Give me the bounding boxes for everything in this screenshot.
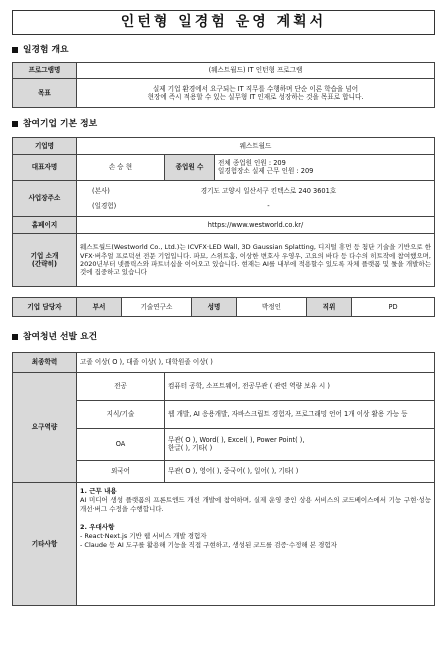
square-bullet-icon xyxy=(12,334,18,340)
intro-label: 기업 소개 (간략히) xyxy=(13,233,77,286)
competency-label: 요구역량 xyxy=(13,372,77,482)
section-company-heading: 참여기업 기본 정보 xyxy=(12,119,435,130)
education-label: 최종학력 xyxy=(13,352,77,372)
address-site: (일경험) - xyxy=(92,201,270,210)
position-value: PD xyxy=(352,297,435,316)
etc-value xyxy=(77,482,435,605)
employees-label: 종업원 수 xyxy=(165,154,215,180)
work-title: 1. 근무 내용 xyxy=(80,486,117,495)
dept-label: 부서 xyxy=(77,297,122,316)
section-requirements-heading: 참여청년 선발 요건 xyxy=(12,332,435,343)
goal-label: 목표 xyxy=(13,78,77,107)
major-value: 컴퓨터 공학, 소프트웨어, 전공무관 ( 관련 역량 보유 시 ) xyxy=(165,372,435,400)
preference-title: 2. 우대사항 xyxy=(80,523,115,532)
manager-name-label: 성명 xyxy=(192,297,237,316)
skill-label: 지식/기술 xyxy=(77,400,165,428)
address-value xyxy=(77,180,435,216)
dept-value: 기술연구소 xyxy=(122,297,192,316)
address-row xyxy=(13,180,435,216)
homepage-label: 홈페이지 xyxy=(13,216,77,233)
square-bullet-icon xyxy=(12,47,18,53)
intro-text: 웨스트월드(Westworld Co., Ltd.)는 ICVFX·LED Wall, 3D Gaussian Splatting, 디지털 휴먼 등 첨단 기술을 기반으로 한 VFX·버추얼 프로덕션 전문 기업입니다. 파묘, 스위트홈, 이상한 변호사 우영우, 고요의 바다 등 다수의 히트작에 참여했으며, 2020년부터 넷플릭스와 파트너십을 이어오고 있습니다. 현재는 AI를 내부에 적용할수 있도록 자체 플랫폼 및 툴을 개발하는것에 집중하고 있습니다 xyxy=(77,233,435,286)
ceo-value: 손 승 현 xyxy=(77,154,165,180)
preference-item: - Claude 등 AI 도구를 활용해 기능을 직접 구현하고, 생성된 코드를 검증·수정해 본 경험자 xyxy=(80,541,337,550)
employees-value: 전체 종업원 인원 : 209 일경험장소 실제 근무 인원 : 209 xyxy=(215,154,435,180)
homepage-link[interactable]: https://www.westworld.co.kr/ xyxy=(77,216,435,233)
oa-label: OA xyxy=(77,428,165,460)
language-label: 외국어 xyxy=(77,460,165,482)
position-label: 직위 xyxy=(307,297,352,316)
work-text: AI 미디어 생성 플랫폼의 프론트엔드 개선 개발에 참여하며, 실제 운영 중인 상용 서비스의 코드베이스에서 기능 구현·성능 개선·버그 수정을 수행합니다. xyxy=(80,496,431,514)
section-overview-heading: 일경험 개요 xyxy=(12,45,435,56)
manager-label: 기업 담당자 xyxy=(13,297,77,316)
company-name-row xyxy=(13,137,435,154)
program-label: 프로그램명 xyxy=(13,62,77,78)
oa-row xyxy=(13,428,435,460)
goal-value: 실제 기업 환경에서 요구되는 IT 직무를 수행하며 단순 이론 학습을 넘어 현장에 즉시 적용할 수 있는 실무형 IT 인재로 성장하는 것을 목표로 합니다. xyxy=(77,78,435,107)
language-row xyxy=(13,460,435,482)
manager-row xyxy=(13,297,435,316)
document-title-box xyxy=(12,10,435,35)
skill-value: 웹 개발, AI 응용개발, 자바스크립트 경험자, 프로그래밍 언어 1개 이상 활용 가능 등 xyxy=(165,400,435,428)
etc-row xyxy=(13,482,435,605)
preference-item: - React·Next.js 기반 웹 서비스 개발 경험자 xyxy=(80,532,207,541)
overview-table xyxy=(12,62,435,108)
education-row xyxy=(13,352,435,372)
requirements-table xyxy=(12,352,435,606)
ceo-label: 대표자명 xyxy=(13,154,77,180)
manager-table xyxy=(12,297,435,317)
company-table xyxy=(12,137,435,287)
company-name-label: 기업명 xyxy=(13,137,77,154)
document-title: 인턴형 일경험 운영 계획서 xyxy=(120,13,327,30)
square-bullet-icon xyxy=(12,121,18,127)
manager-name-value: 박정인 xyxy=(237,297,307,316)
education-value: 고졸 이상( O ), 대졸 이상( ), 대학원졸 이상( ) xyxy=(77,352,435,372)
company-name-value: 웨스트월드 xyxy=(77,137,435,154)
goal-row xyxy=(13,78,435,107)
oa-value: 무관( O ), Word( ), Excel( ), Power Point( ), 한글( ), 기타( ) xyxy=(165,428,435,460)
intro-row xyxy=(13,233,435,286)
program-value: (웨스트월드) IT 인턴형 프로그램 xyxy=(77,62,435,78)
address-label: 사업장주소 xyxy=(13,180,77,216)
language-value: 무관( O ), 영어( ), 중국어( ), 일어( ), 기타( ) xyxy=(165,460,435,482)
address-hq: (본사) 경기도 고양시 일산서구 킨텍스로 240 3601호 xyxy=(92,186,337,195)
ceo-row xyxy=(13,154,435,180)
homepage-row xyxy=(13,216,435,233)
program-row xyxy=(13,62,435,78)
etc-label: 기타사항 xyxy=(13,482,77,605)
major-label: 전공 xyxy=(77,372,165,400)
major-row xyxy=(13,372,435,400)
skill-row xyxy=(13,400,435,428)
